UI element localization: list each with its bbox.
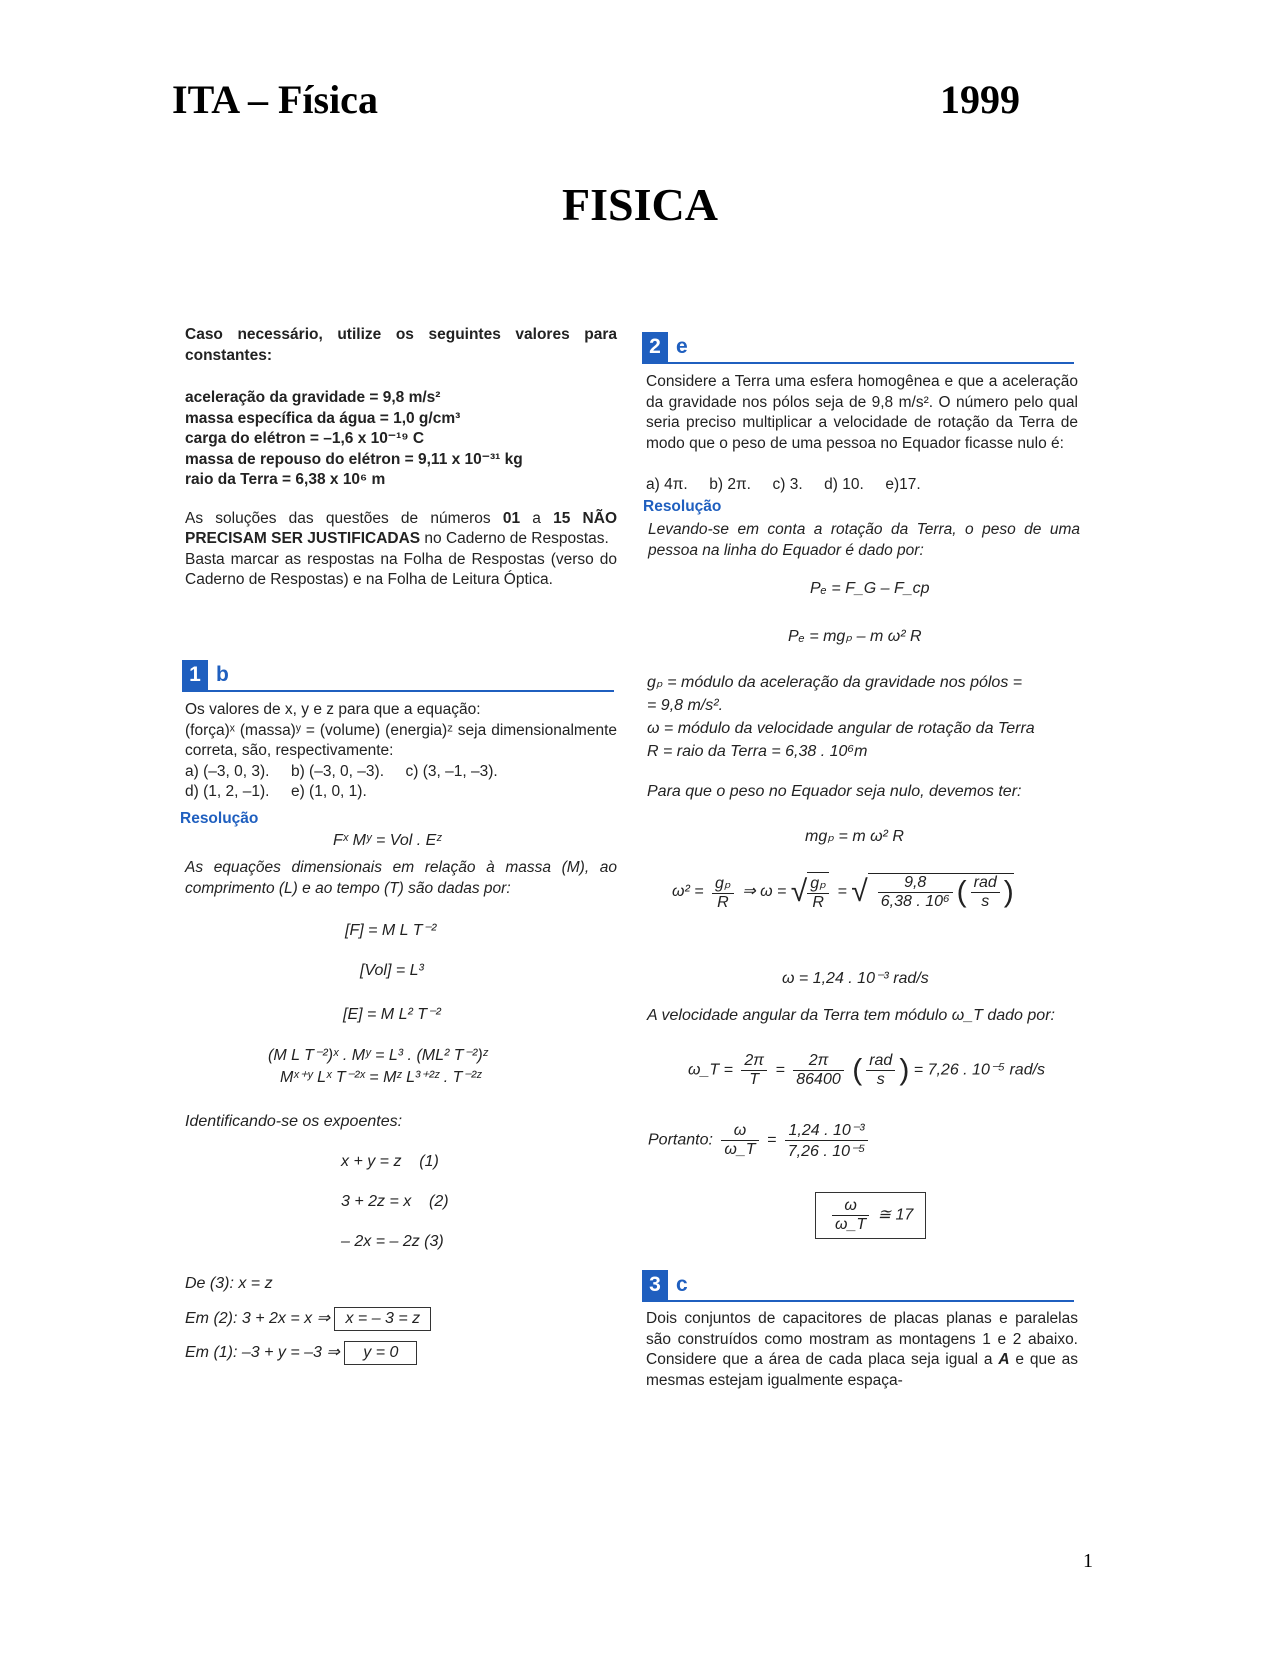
const-charge: carga do elétron = –1,6 x 10⁻¹⁹ C xyxy=(185,430,425,447)
q2-options: a) 4π. b) 2π. c) 3. d) 10. e)17. xyxy=(646,476,921,493)
const-mass: massa de repouso do elétron = 9,11 x 10⁻³¹ kg xyxy=(185,450,523,468)
page-title: FISICA xyxy=(562,179,718,230)
question-1-header xyxy=(182,660,614,692)
q1-eq-force: [F] = M L T⁻² xyxy=(345,922,437,939)
q1-options-2: d) (1, 2, –1). e) (1, 0, 1). xyxy=(185,783,367,800)
q2-text1: Levando-se em conta a rotação da Terra, o peso de uma pessoa na linha do Equador é dado por: xyxy=(648,521,1080,559)
q2-portanto: Portanto: $\frac{\omega}{\omega\_T}$ = $\frac{\text{1,24 . 10⁻³}}{\text{7,26 . 10⁻⁵}}$ xyxy=(648,1120,872,1161)
q1-stmt1: Os valores de x, y e z para que a equação: xyxy=(185,701,481,718)
q1-answer-y-box: y = 0 xyxy=(344,1341,417,1365)
const-water: massa específica da água = 1,0 g/cm³ xyxy=(185,409,461,427)
q1-eq-vol: [Vol] = L³ xyxy=(360,962,424,979)
q1-text2: Identificando-se os expoentes: xyxy=(185,1113,403,1130)
question-1-statement xyxy=(185,700,617,803)
q1-system-3: – 2x = – 2z (3) xyxy=(341,1233,444,1250)
instructions-p1: As soluções das questões de números 01 a 15 NÃO PRECISAM SER JUSTIFICADAS no Caderno de Respostas. xyxy=(185,509,618,547)
header-left: ITA – Física xyxy=(172,77,378,122)
q1-eq1: Fˣ Mʸ = Vol . Eᶻ xyxy=(333,832,442,849)
q3-statement: Dois conjuntos de capacitores de placas planas e paralelas são construídos como mostram as montagens 1 e 2 abaixo. Considere que a área de cada placa seja igual a A e que as mesmas estejam igualmente espaça- xyxy=(646,1310,1078,1389)
q2-def1: gₚ = módulo da aceleração da gravidade nos pólos = xyxy=(647,674,1023,691)
question-1-answer: b xyxy=(216,663,229,686)
constants-block xyxy=(185,325,617,591)
q2-eq2: Pₑ = mgₚ – m ω² R xyxy=(788,628,922,645)
q1-de3: De (3): x = z xyxy=(185,1275,273,1292)
q1-eq-a: (M L T⁻²)ˣ . Mʸ = L³ . (ML² T⁻²)ᶻ xyxy=(268,1047,488,1064)
question-3-number: 3 xyxy=(642,1270,668,1300)
q1-resolution-label: Resolução xyxy=(180,810,259,827)
q1-options-1: a) (–3, 0, 3). b) (–3, 0, –3). c) (3, –1, –3). xyxy=(185,762,498,780)
q1-em2: Em (2): 3 + 2x = x ⇒ x = – 3 = z xyxy=(185,1307,431,1331)
q2-def1b: = 9,8 m/s². xyxy=(647,697,724,714)
page-number: 1 xyxy=(1083,1550,1093,1572)
const-gravity: aceleração da gravidade = 9,8 m/s² xyxy=(185,389,441,406)
q2-text2: Para que o peso no Equador seja nulo, devemos ter: xyxy=(647,783,1022,800)
q2-resolution-label: Resolução xyxy=(643,498,722,515)
question-3-answer: c xyxy=(676,1273,688,1296)
q1-eq-b: Mˣ⁺ʸ Lˣ T⁻²ˣ = Mᶻ L³⁺²ᶻ . T⁻²ᶻ xyxy=(280,1069,482,1086)
q2-eq4: ω² = $\frac{\text{gₚ}}{R}$ ⇒ ω = √ $\frac{\text{gₚ}}{R}$ = √ $\frac{9,8}{\text{6,38 . 10⁶}}$ ( $\frac{\text{rad}}{s}$ ) xyxy=(672,874,1014,911)
q2-eq6: ω_T = $\frac{2\pi}{T}$ = $\frac{2\pi}{86400}$ ( $\frac{\text{rad}}{s}$ ) = 7,26 . 10⁻⁵ rad/s xyxy=(688,1052,1046,1088)
constants-intro: Caso necessário, utilize os seguintes valores para constantes: xyxy=(185,326,617,364)
instructions-p2: Basta marcar as respostas na Folha de Respostas (verso do Caderno de Respostas) e na Folha de Leitura Óptica. xyxy=(185,550,617,588)
q2-def3: R = raio da Terra = 6,38 . 10⁶m xyxy=(647,743,868,760)
q2-text3: A velocidade angular da Terra tem módulo ω_T dado por: xyxy=(647,1007,1055,1024)
q1-stmt2: (força)ˣ (massa)ʸ = (volume) (energia)ᶻ seja dimensionalmente correta, são, respectivamente: xyxy=(185,721,617,759)
header-right: 1999 xyxy=(940,77,1020,122)
q1-system-1: x + y = z (1) xyxy=(341,1153,439,1170)
q1-text1: As equações dimensionais em relação à massa (M), ao comprimento (L) e ao tempo (T) são dadas por: xyxy=(185,859,617,897)
q2-eq3: mgₚ = m ω² R xyxy=(805,828,904,845)
q2-def2: ω = módulo da velocidade angular de rotação da Terra xyxy=(647,720,1035,737)
question-3-header xyxy=(642,1270,1074,1302)
q2-eq5: ω = 1,24 . 10⁻³ rad/s xyxy=(782,970,929,987)
q1-eq-energy: [E] = M L² T⁻² xyxy=(343,1006,441,1023)
question-2-number: 2 xyxy=(642,332,668,362)
q1-em1: Em (1): –3 + y = –3 ⇒ y = 0 xyxy=(185,1341,417,1365)
q2-final-box: $\frac{\omega}{\omega\_T}$ ≅ 17 xyxy=(815,1192,926,1239)
const-radius: raio da Terra = 6,38 x 10⁶ m xyxy=(185,471,386,488)
q1-answer-x-box: x = – 3 = z xyxy=(334,1307,431,1331)
question-2-header xyxy=(642,332,1074,364)
q2-statement: Considere a Terra uma esfera homogênea e que a aceleração da gravidade nos pólos seja de 9,8 m/s². O número pelo qual seria preciso multiplicar a velocidade de rotação da Terra de modo que o peso de uma pessoa no Equador ficasse nulo é: xyxy=(646,373,1078,452)
question-1-number: 1 xyxy=(182,660,208,690)
q1-system-2: 3 + 2z = x (2) xyxy=(341,1193,449,1210)
question-2-answer: e xyxy=(676,335,688,358)
q2-eq1: Pₑ = F_G – F_cp xyxy=(810,580,930,597)
